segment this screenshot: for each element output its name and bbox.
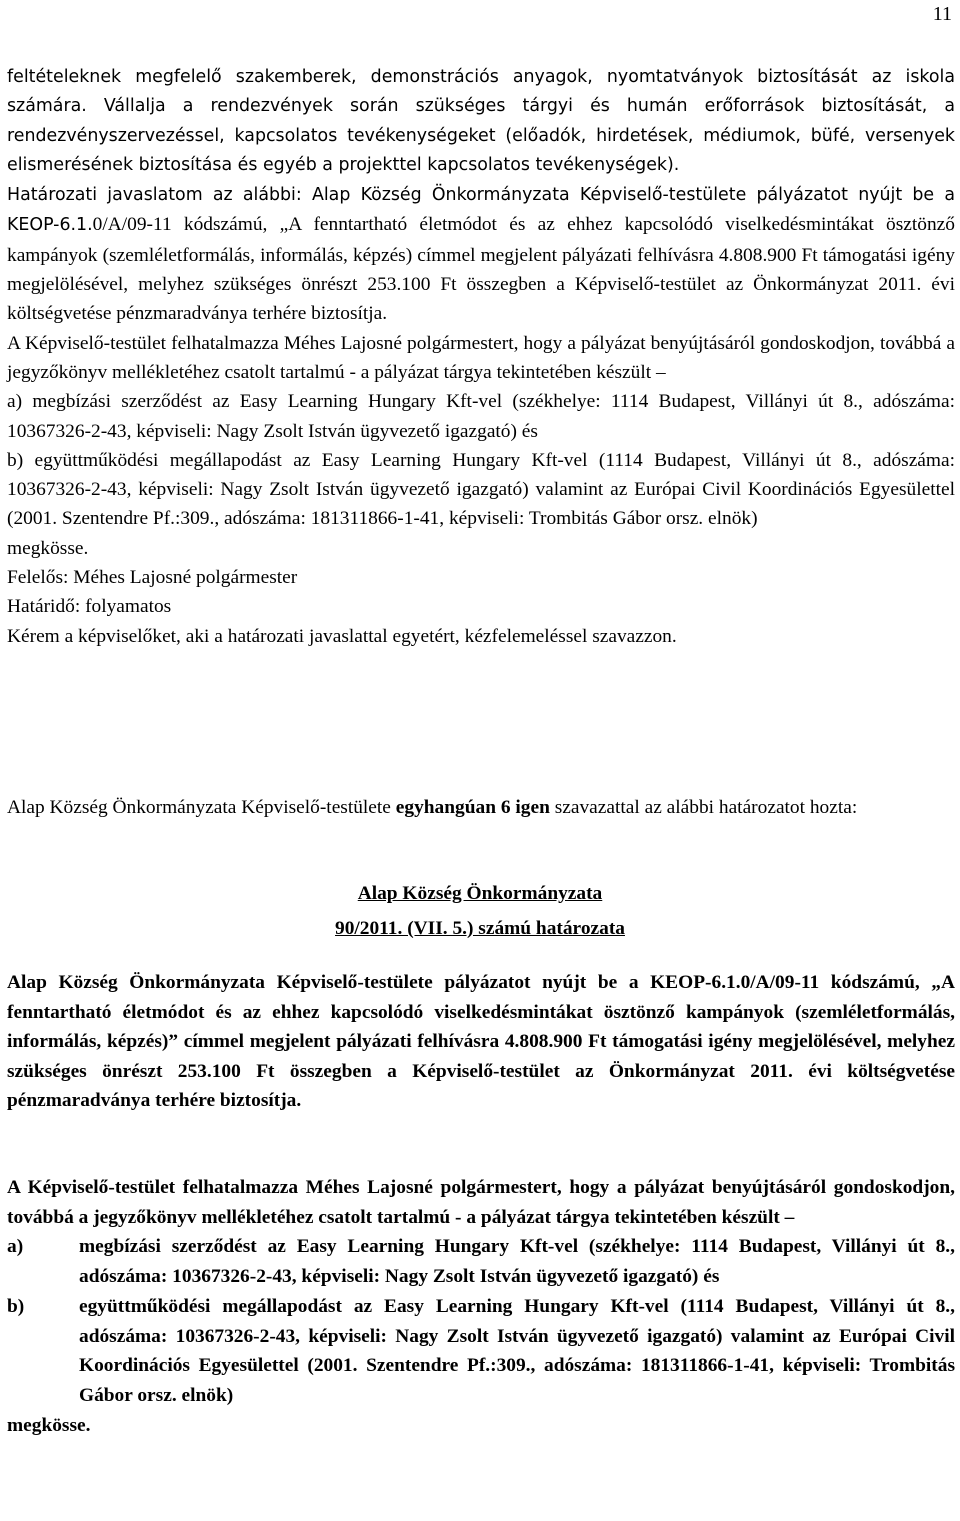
intro-megkosse: megkösse. [7, 537, 89, 559]
authorize-paragraph: A Képviselő-testület felhatalmazza Méhes Lajosné polgármestert, hogy a pályázat benyújtásáról gondoskodjon, továbbá a jegyzőkönyv mellékletéhez csatolt tartalmú - a pályázat tárgya tekintetében készült – [7, 332, 955, 383]
proposal-text-serif: 0/A/09-11 kódszámú, „A fenntartható életmódot és az ehhez kapcsolódó viselkedésmintákat ösztönző kampányok (szemléletformálás, informálás, képzés) címmel megjelent pályázati felhívásra 4.808.900 Ft támogatási igény megjelölésével, melyhez szükséges önrészt 253.100 Ft összegben a Képviselő-testület az Önkormányzat 2011. évi költségvetése pénzmaradványa terhére biztosítja. [7, 214, 955, 325]
resolution-title-line1: Alap Község Önkormányzata [357, 883, 603, 904]
vote-paragraph [7, 793, 955, 822]
item-a-text: megbízási szerződést az Easy Learning Hungary Kft-vel (székhelye: 1114 Budapest, Villányi út 8., adószáma: 10367326-2-43, képviseli: Nagy Zsolt István ügyvezető igazgató) és [79, 1236, 955, 1288]
resolution-megkosse: megkösse. [7, 1414, 91, 1436]
vote-prefix: Alap Község Önkormányzata Képviselő-testülete [7, 797, 396, 818]
resolution-authorize: A Képviselő-testület felhatalmazza Méhes Lajosné polgármestert, hogy a pályázat benyújtásáról gondoskodjon, továbbá a jegyzőkönyv mellékletéhez csatolt tartalmú - a pályázat tárgya tekintetében készült – [7, 1177, 955, 1228]
felelos-line: Felelős: Méhes Lajosné polgármester [7, 567, 298, 589]
vote-count: egyhangúan 6 igen [395, 797, 550, 818]
vote-suffix: szavazattal az alábbi határozatot hozta: [549, 797, 858, 818]
proposal-paragraph [7, 180, 955, 328]
intro-section [7, 63, 955, 651]
item-a-marker: a) [7, 1236, 24, 1258]
hatarido-line: Határidő: folyamatos [7, 596, 172, 618]
resolution-body-text: Alap Község Önkormányzata Képviselő-testülete pályázatot nyújt be a KEOP-6.1.0/A/09-11 kódszámú, „A fenntartható életmódot és az ehhez kapcsolódó viselkedésmintákat ösztönző kampányok (szemléletformálás, informálás, képzés)” címmel megjelent pályázati felhívásra 4.808.900 Ft támogatási igény megjelölésével, melyhez szükséges önrészt 253.100 Ft összegben a Képviselő-testület az Önkormányzat 2011. évi költségvetése pénzmaradványa terhére biztosítja. [7, 972, 955, 1111]
intro-paragraph: feltételeknek megfelelő szakemberek, demonstrációs anyagok, nyomtatványok biztosítását az iskola számára. Vállalja a rendezvények során szükséges tárgyi és humán erőforrások biztosítását, a rendezvényszervezéssel, kapcsolatos tevékenységeket (előadók, hirdetések, médiumok, büfé, versenyek elismerésének biztosítása és egyéb a projekttel kapcsolatos tevékenységek). [7, 67, 955, 175]
proposal-text-sans: Határozati javaslatom az alábbi: Alap Község Önkormányzata Képviselő-testülete pályázatot nyújt be a KEOP-6.1. [7, 185, 955, 236]
kerem-line: Kérem a képviselőket, aki a határozati javaslattal egyetért, kézfelemeléssel szavazzon. [7, 625, 677, 647]
resolution-authorize-section [7, 1173, 955, 1440]
resolution-item-b [7, 1292, 955, 1411]
resolution-title [0, 876, 960, 946]
resolution-title-line2: 90/2011. (VII. 5.) számú határozata [335, 918, 625, 939]
page-number: 11 [932, 3, 952, 25]
item-b-text: együttműködési megállapodást az Easy Learning Hungary Kft-vel (1114 Budapest, Villányi út 8., adószáma: 10367326-2-43, képviseli: Nagy Zsolt István ügyvezető igazgató) valamint az Európai Civil Koordinációs Egyesülettel (2001. Szentendre Pf.:309., adószáma: 181311866-1-41, képviseli: Trombitás Gábor orsz. elnök) [79, 1295, 955, 1406]
resolution-item-a [7, 1232, 955, 1291]
resolution-body [7, 968, 955, 1116]
intro-item-b: b) együttműködési megállapodást az Easy Learning Hungary Kft-vel (1114 Budapest, Villányi út 8., adószáma: 10367326-2-43, képviseli: Nagy Zsolt István ügyvezető igazgató) valamint az Európai Civil Koordinációs Egyesülettel (2001. Szentendre Pf.:309., adószáma: 181311866-1-41, képviseli: Trombitás Gábor orsz. elnök) [7, 449, 955, 530]
intro-item-a: a) megbízási szerződést az Easy Learning Hungary Kft-vel (székhelye: 1114 Budapest, Villányi út 8., adószáma: 10367326-2-43, képviseli: Nagy Zsolt István ügyvezető igazgató) és [7, 391, 955, 442]
item-b-marker: b) [7, 1295, 25, 1317]
